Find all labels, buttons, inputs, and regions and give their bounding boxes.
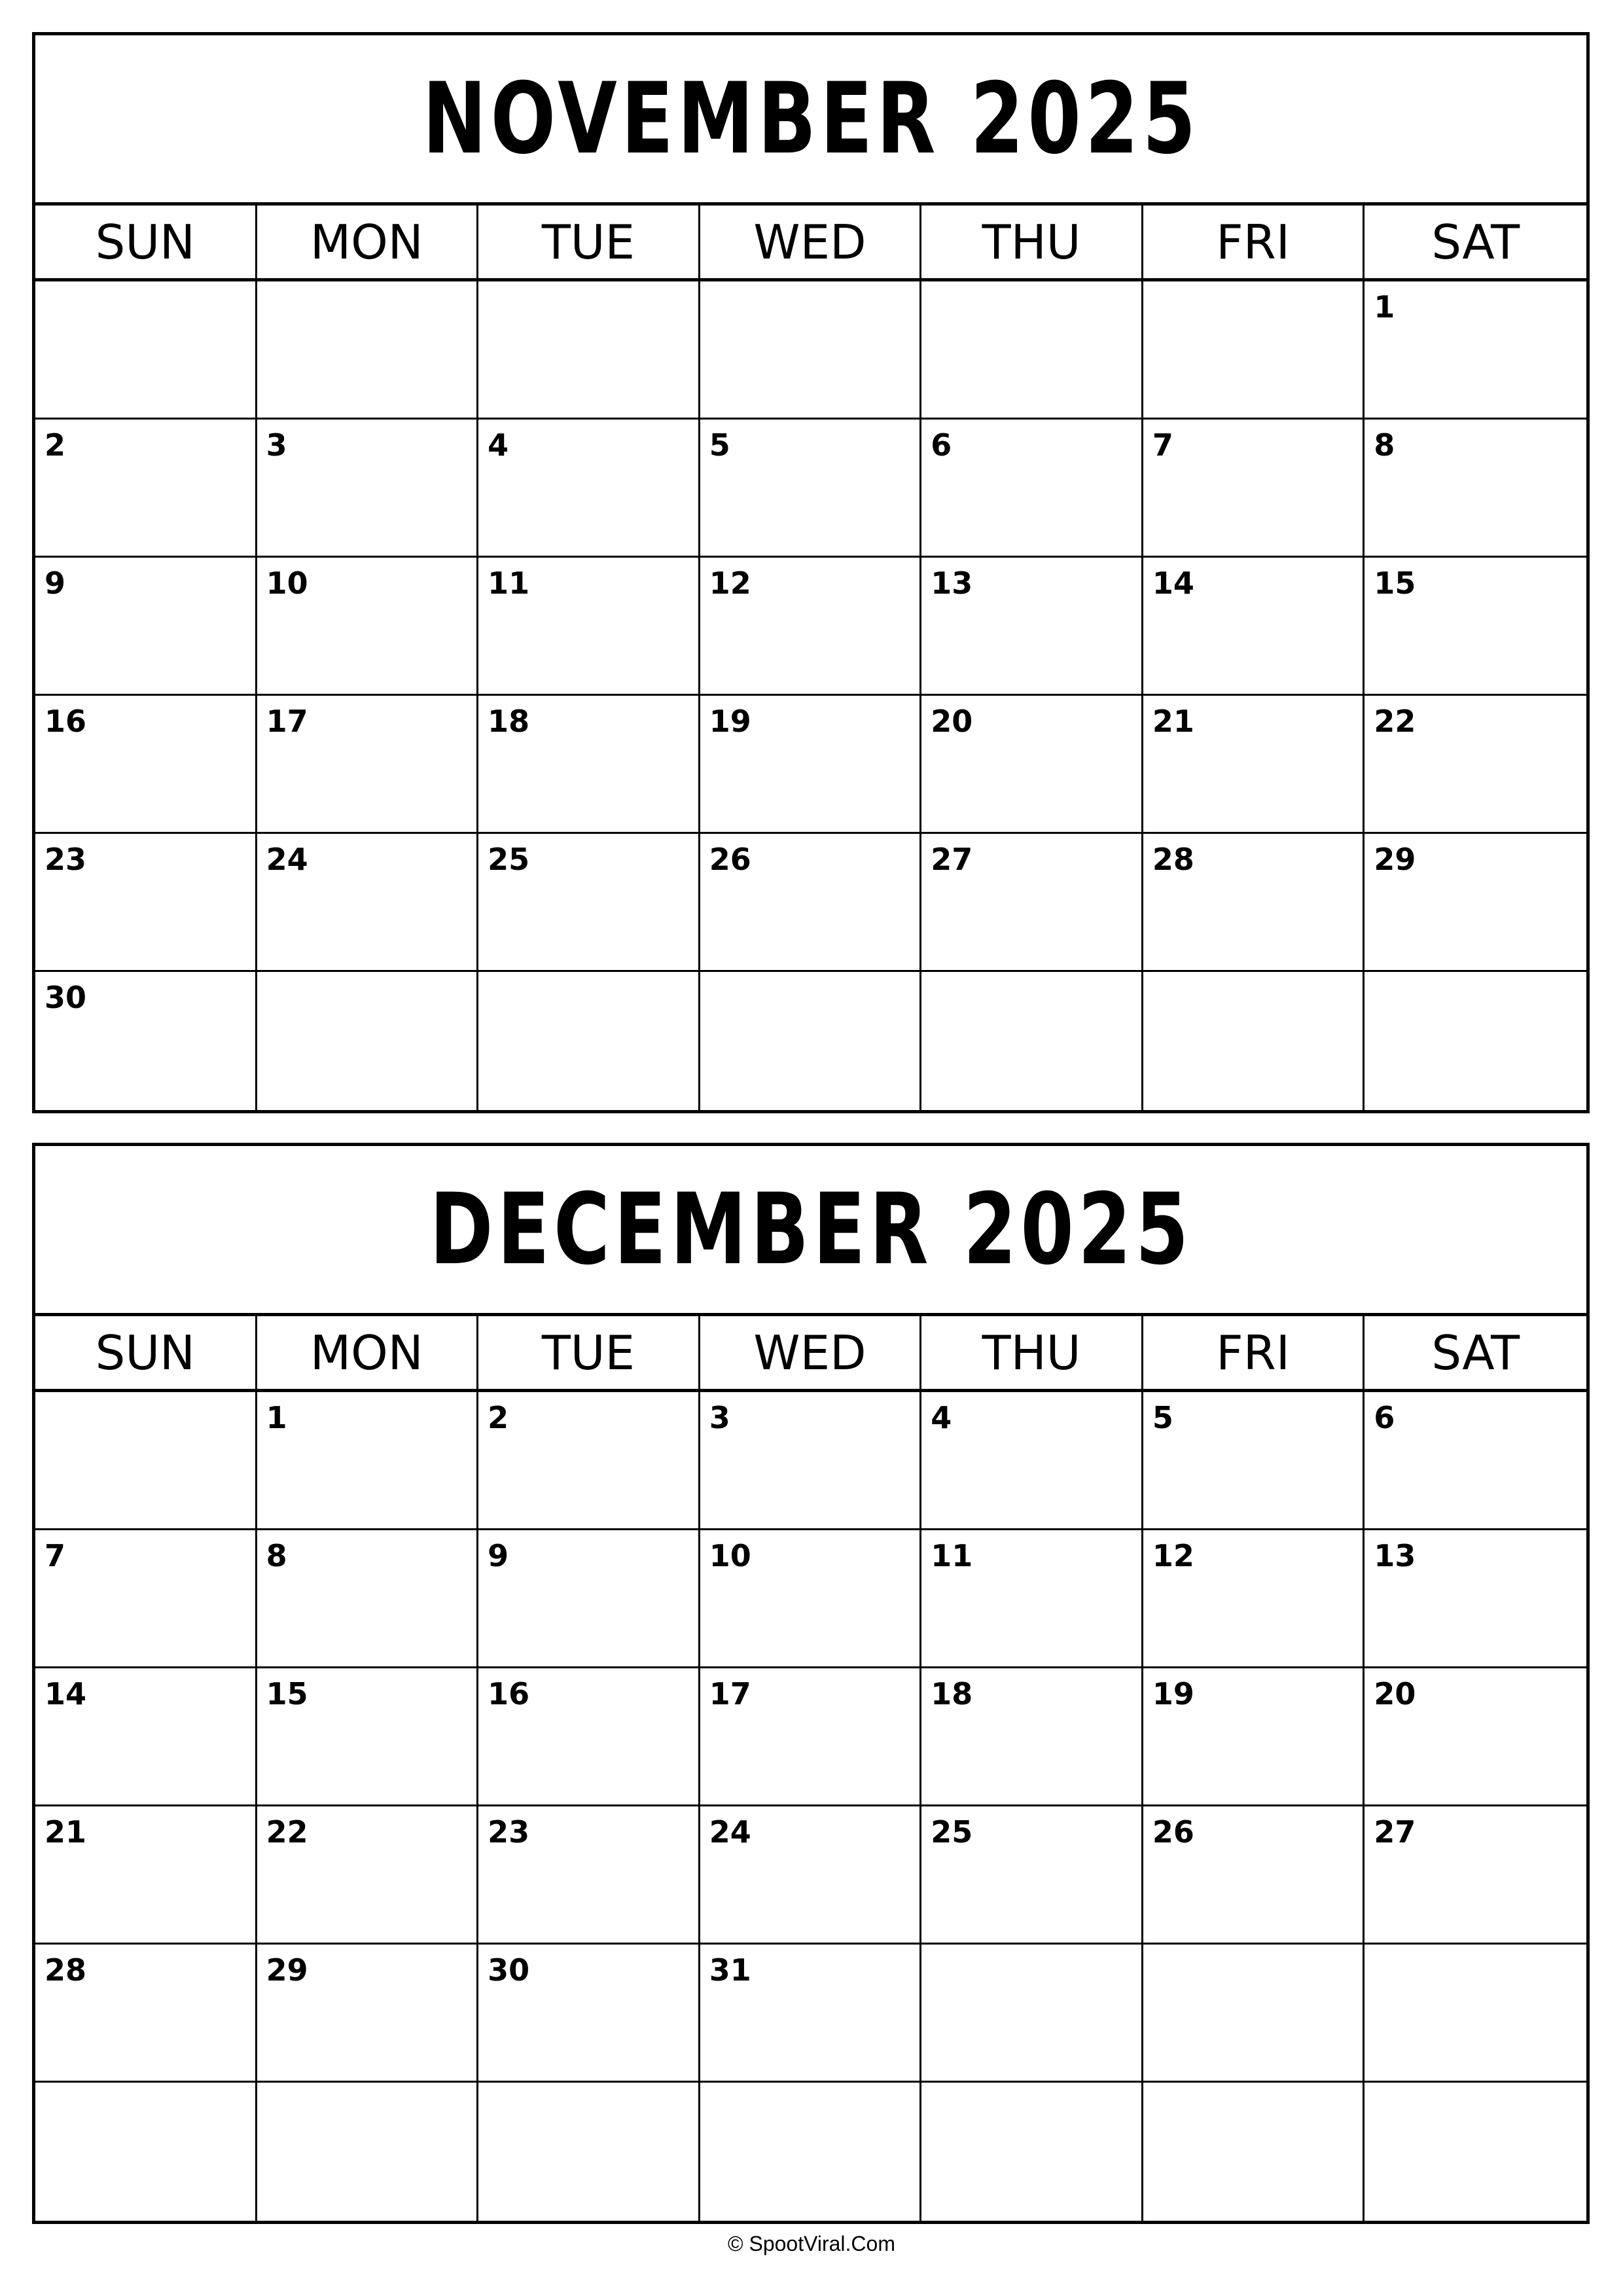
day-cell bbox=[478, 972, 700, 1110]
day-number: 1 bbox=[1374, 289, 1395, 325]
day-number: 25 bbox=[488, 842, 530, 877]
day-number: 17 bbox=[709, 1676, 751, 1712]
day-cell bbox=[921, 1668, 1143, 1806]
day-cell bbox=[700, 972, 922, 1110]
day-cell bbox=[478, 1668, 700, 1806]
day-number: 3 bbox=[709, 1400, 730, 1435]
day-number: 1 bbox=[266, 1400, 287, 1435]
day-cell bbox=[1364, 281, 1586, 420]
day-cell bbox=[1143, 1668, 1365, 1806]
day-cell bbox=[35, 696, 257, 834]
day-number: 2 bbox=[488, 1400, 509, 1435]
day-cell bbox=[478, 834, 700, 972]
day-number: 9 bbox=[45, 565, 66, 601]
day-cell bbox=[1143, 1392, 1365, 1530]
day-cell bbox=[700, 1806, 922, 1945]
day-number: 19 bbox=[1152, 1676, 1194, 1712]
day-number: 14 bbox=[45, 1676, 87, 1712]
day-cell bbox=[257, 972, 479, 1110]
day-cell bbox=[921, 834, 1143, 972]
day-cell bbox=[478, 696, 700, 834]
day-cell bbox=[1364, 1668, 1586, 1806]
day-number: 29 bbox=[266, 1952, 308, 1988]
day-cell bbox=[257, 834, 479, 972]
day-cell bbox=[1364, 1392, 1586, 1530]
weekday-label: TUE bbox=[478, 206, 700, 278]
weekday-label: WED bbox=[700, 1316, 922, 1389]
day-grid bbox=[35, 1392, 1586, 2221]
day-number: 20 bbox=[931, 704, 973, 739]
day-cell bbox=[921, 1945, 1143, 2083]
calendar-title bbox=[35, 1146, 1586, 1316]
day-number: 15 bbox=[1374, 565, 1416, 601]
day-cell bbox=[35, 2083, 257, 2221]
calendar-title bbox=[35, 35, 1586, 206]
day-cell bbox=[1143, 834, 1365, 972]
day-cell bbox=[1143, 972, 1365, 1110]
day-cell bbox=[1364, 1530, 1586, 1668]
day-cell bbox=[700, 558, 922, 696]
day-cell bbox=[257, 558, 479, 696]
day-cell bbox=[700, 834, 922, 972]
day-number: 24 bbox=[709, 1814, 751, 1850]
day-number: 8 bbox=[266, 1538, 287, 1573]
day-cell bbox=[700, 281, 922, 420]
day-number: 25 bbox=[931, 1814, 973, 1850]
calendar-title-text: DECEMBER 2025 bbox=[429, 1172, 1192, 1287]
day-cell bbox=[700, 1945, 922, 2083]
day-number: 7 bbox=[1152, 427, 1173, 463]
day-cell bbox=[35, 1806, 257, 1945]
day-cell bbox=[35, 834, 257, 972]
day-cell bbox=[1143, 281, 1365, 420]
day-cell bbox=[921, 1806, 1143, 1945]
day-cell bbox=[921, 696, 1143, 834]
day-cell bbox=[35, 1530, 257, 1668]
day-cell bbox=[1364, 558, 1586, 696]
day-cell bbox=[700, 696, 922, 834]
day-cell bbox=[921, 1530, 1143, 1668]
day-cell bbox=[257, 1392, 479, 1530]
day-cell bbox=[478, 1530, 700, 1668]
calendar-december bbox=[32, 1143, 1590, 2224]
day-cell bbox=[921, 972, 1143, 1110]
weekday-label: SUN bbox=[35, 1316, 257, 1389]
day-number: 5 bbox=[709, 427, 730, 463]
day-cell bbox=[1364, 1806, 1586, 1945]
day-cell bbox=[478, 558, 700, 696]
day-cell bbox=[257, 1668, 479, 1806]
day-cell bbox=[35, 972, 257, 1110]
day-cell bbox=[921, 1392, 1143, 1530]
day-number: 10 bbox=[266, 565, 308, 601]
day-number: 21 bbox=[45, 1814, 87, 1850]
day-cell bbox=[257, 1530, 479, 1668]
weekday-label: WED bbox=[700, 206, 922, 278]
day-number: 27 bbox=[931, 842, 973, 877]
day-number: 19 bbox=[709, 704, 751, 739]
day-cell bbox=[700, 1392, 922, 1530]
day-number: 28 bbox=[45, 1952, 87, 1988]
day-cell bbox=[1143, 2083, 1365, 2221]
day-grid bbox=[35, 281, 1586, 1110]
day-cell bbox=[1364, 1945, 1586, 2083]
day-cell bbox=[257, 696, 479, 834]
day-number: 10 bbox=[709, 1538, 751, 1573]
copyright-footer: © SpootViral.Com bbox=[728, 2232, 895, 2255]
day-number: 15 bbox=[266, 1676, 308, 1712]
day-cell bbox=[1364, 834, 1586, 972]
calendar-november bbox=[32, 32, 1590, 1113]
day-number: 17 bbox=[266, 704, 308, 739]
day-cell bbox=[257, 281, 479, 420]
day-number: 28 bbox=[1152, 842, 1194, 877]
day-cell bbox=[1143, 558, 1365, 696]
weekday-label: MON bbox=[257, 206, 479, 278]
day-cell bbox=[35, 558, 257, 696]
day-cell bbox=[478, 1392, 700, 1530]
day-number: 13 bbox=[1374, 1538, 1416, 1573]
day-cell bbox=[700, 2083, 922, 2221]
day-number: 13 bbox=[931, 565, 973, 601]
weekday-header-row bbox=[35, 206, 1586, 281]
day-cell bbox=[1143, 1806, 1365, 1945]
day-cell bbox=[1143, 1530, 1365, 1668]
day-number: 9 bbox=[488, 1538, 509, 1573]
day-number: 11 bbox=[931, 1538, 973, 1573]
day-cell bbox=[478, 420, 700, 558]
day-number: 16 bbox=[488, 1676, 530, 1712]
day-cell bbox=[700, 420, 922, 558]
day-cell bbox=[1364, 2083, 1586, 2221]
day-number: 6 bbox=[1374, 1400, 1395, 1435]
day-number: 5 bbox=[1152, 1400, 1173, 1435]
day-cell bbox=[700, 1530, 922, 1668]
day-cell bbox=[921, 558, 1143, 696]
day-cell bbox=[1143, 420, 1365, 558]
day-number: 22 bbox=[266, 1814, 308, 1850]
day-number: 18 bbox=[931, 1676, 973, 1712]
day-cell bbox=[1143, 696, 1365, 834]
day-cell bbox=[700, 1668, 922, 1806]
day-cell bbox=[478, 1945, 700, 2083]
day-number: 24 bbox=[266, 842, 308, 877]
day-number: 14 bbox=[1152, 565, 1194, 601]
day-cell bbox=[35, 420, 257, 558]
day-number: 6 bbox=[931, 427, 952, 463]
day-number: 31 bbox=[709, 1952, 751, 1988]
weekday-label: FRI bbox=[1143, 206, 1365, 278]
day-cell bbox=[478, 1806, 700, 1945]
day-cell bbox=[1364, 972, 1586, 1110]
day-number: 8 bbox=[1374, 427, 1395, 463]
day-cell bbox=[257, 420, 479, 558]
day-cell bbox=[1364, 696, 1586, 834]
weekday-label: FRI bbox=[1143, 1316, 1365, 1389]
day-number: 16 bbox=[45, 704, 87, 739]
day-number: 30 bbox=[488, 1952, 530, 1988]
calendar-title-text: NOVEMBER 2025 bbox=[422, 62, 1200, 176]
day-cell bbox=[35, 1945, 257, 2083]
weekday-label: THU bbox=[921, 1316, 1143, 1389]
day-number: 26 bbox=[709, 842, 751, 877]
weekday-label: SAT bbox=[1431, 214, 1520, 270]
day-cell bbox=[35, 1668, 257, 1806]
day-number: 3 bbox=[266, 427, 287, 463]
day-cell bbox=[478, 2083, 700, 2221]
day-number: 21 bbox=[1152, 704, 1194, 739]
day-number: 4 bbox=[931, 1400, 952, 1435]
weekday-label: MON bbox=[257, 1316, 479, 1389]
day-number: 23 bbox=[488, 1814, 530, 1850]
day-number: 11 bbox=[488, 565, 530, 601]
day-cell bbox=[1143, 1945, 1365, 2083]
day-cell bbox=[35, 281, 257, 420]
day-number: 12 bbox=[1152, 1538, 1194, 1573]
weekday-header-row bbox=[35, 1316, 1586, 1392]
day-number: 27 bbox=[1374, 1814, 1416, 1850]
day-number: 7 bbox=[45, 1538, 66, 1573]
day-cell bbox=[257, 2083, 479, 2221]
day-cell bbox=[921, 2083, 1143, 2221]
day-cell bbox=[35, 1392, 257, 1530]
day-number: 18 bbox=[488, 704, 530, 739]
day-cell bbox=[921, 281, 1143, 420]
day-cell bbox=[257, 1806, 479, 1945]
weekday-label: THU bbox=[921, 206, 1143, 278]
day-number: 23 bbox=[45, 842, 87, 877]
weekday-label: SUN bbox=[35, 206, 257, 278]
day-number: 12 bbox=[709, 565, 751, 601]
day-number: 26 bbox=[1152, 1814, 1194, 1850]
weekday-label: TUE bbox=[478, 1316, 700, 1389]
day-number: 30 bbox=[45, 980, 87, 1015]
day-number: 29 bbox=[1374, 842, 1416, 877]
day-cell bbox=[921, 420, 1143, 558]
day-cell bbox=[1364, 420, 1586, 558]
day-number: 4 bbox=[488, 427, 509, 463]
weekday-label: SAT bbox=[1431, 1325, 1520, 1380]
day-cell bbox=[257, 1945, 479, 2083]
day-number: 22 bbox=[1374, 704, 1416, 739]
day-number: 20 bbox=[1374, 1676, 1416, 1712]
day-cell bbox=[478, 281, 700, 420]
day-number: 2 bbox=[45, 427, 66, 463]
